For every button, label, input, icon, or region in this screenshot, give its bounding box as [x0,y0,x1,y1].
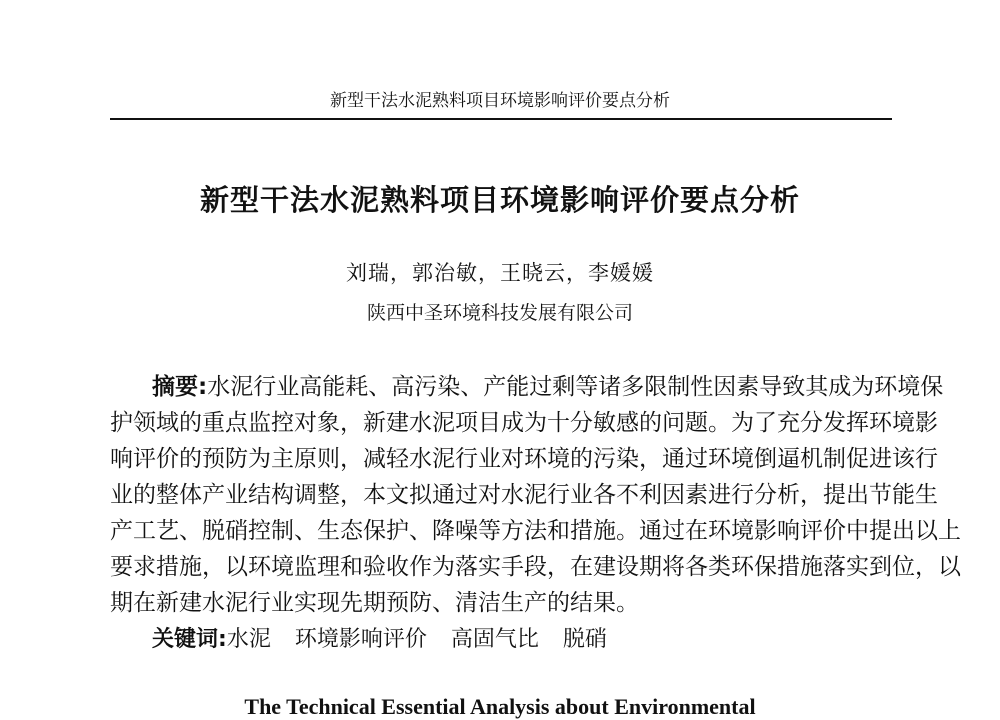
authors: 刘瑞，郭治敏，王晓云，李媛媛 [346,261,654,285]
abstract-line: 业的整体产业结构调整，本文拟通过对水泥行业各不利因素进行分析，提出节能生 [110,482,938,508]
english-title: The Technical Essential Analysis about Environmental [244,694,756,719]
running-header: 新型干法水泥熟料项目环境影响评价要点分析 [330,91,670,111]
paper-title: 新型干法水泥熟料项目环境影响评价要点分析 [199,183,800,217]
abstract-label: 摘要: [152,374,208,400]
keywords-label: 关键词: [152,627,227,652]
abstract-line: 期在新建水泥行业实现先期预防、清洁生产的结果。 [110,590,639,616]
keywords [152,622,631,653]
affiliation: 陕西中圣环境科技发展有限公司 [366,302,633,324]
keyword: 脱硝 [562,627,607,652]
abstract-line: 要求措施，以环境监理和验收作为落实手段，在建设期将各类环保措施落实到位，以 [110,554,961,580]
keyword: 水泥 [226,627,271,652]
abstract-line: 产工艺、脱硝控制、生态保护、降噪等方法和措施。通过在环境影响评价中提出以上 [110,518,961,544]
abstract-line: 摘要:水泥行业高能耗、高污染、产能过剩等诸多限制性因素导致其成为环境保 [152,374,944,400]
abstract-line: 响评价的预防为主原则，减轻水泥行业对环境的污染，通过环境倒逼机制促进该行 [110,446,938,472]
header-rule [110,118,892,120]
abstract-line: 护领域的重点监控对象，新建水泥项目成为十分敏感的问题。为了充分发挥环境影 [110,410,938,436]
keyword: 环境影响评价 [294,627,427,652]
keyword: 高固气比 [450,627,539,652]
